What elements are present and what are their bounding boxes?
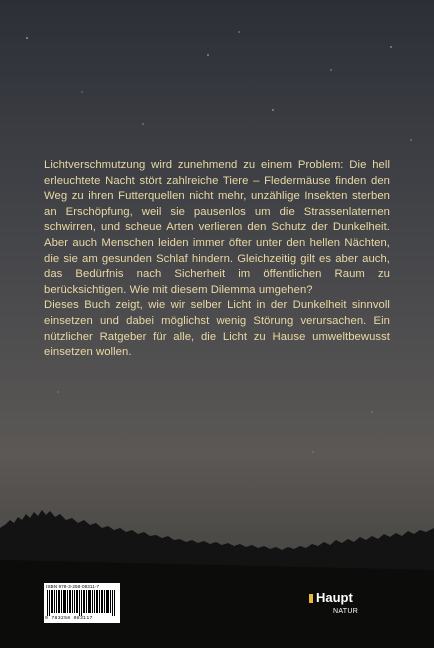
isbn-label: ISBN 978-3-258-08311-7 — [46, 584, 100, 589]
publisher-mark-icon — [309, 594, 313, 603]
blurb-text — [44, 158, 390, 361]
blurb-paragraph-2: Dieses Buch zeigt, wie wir selber Licht in der Dunkelheit sinnvoll einsetzen und dabei möglichst wenig Störung verursachen. Ein nützlicher Ratgeber für alle, die Licht zu Hause umweltbewusst einsetzen wollen. — [44, 299, 390, 359]
publisher-logo — [309, 590, 373, 622]
barcode-digits: 9 783258 083117 — [45, 616, 93, 621]
tree-silhouette — [0, 490, 434, 648]
isbn-barcode — [44, 583, 120, 623]
blurb-paragraph-1: Lichtverschmutzung wird zunehmend zu einem Problem: Die hell erleuchtete Nacht stört zahlreiche Tiere – Fledermäuse finden den Weg zu ihren Futterquellen nicht mehr, unzählige Insekten sterben an Erschöpfung, weil sie pausenlos um die Strassenlaternen schwirren, und scheue Arten verlieren den Schutz der Dunkelheit. Aber auch Menschen leiden immer öfter unter den hellen Nächten, die sie am gesunden Schlaf hindern. Gleichzeitig gilt es aber auch, das Bedürfnis nach Sicherheit im öffentlichen Raum zu berücksichtigen. Wie mit diesem Dilemma umgehen? — [44, 159, 390, 296]
publisher-name: Haupt — [316, 590, 353, 605]
publisher-series: NATUR — [333, 608, 359, 615]
barcode-icon — [47, 590, 117, 616]
